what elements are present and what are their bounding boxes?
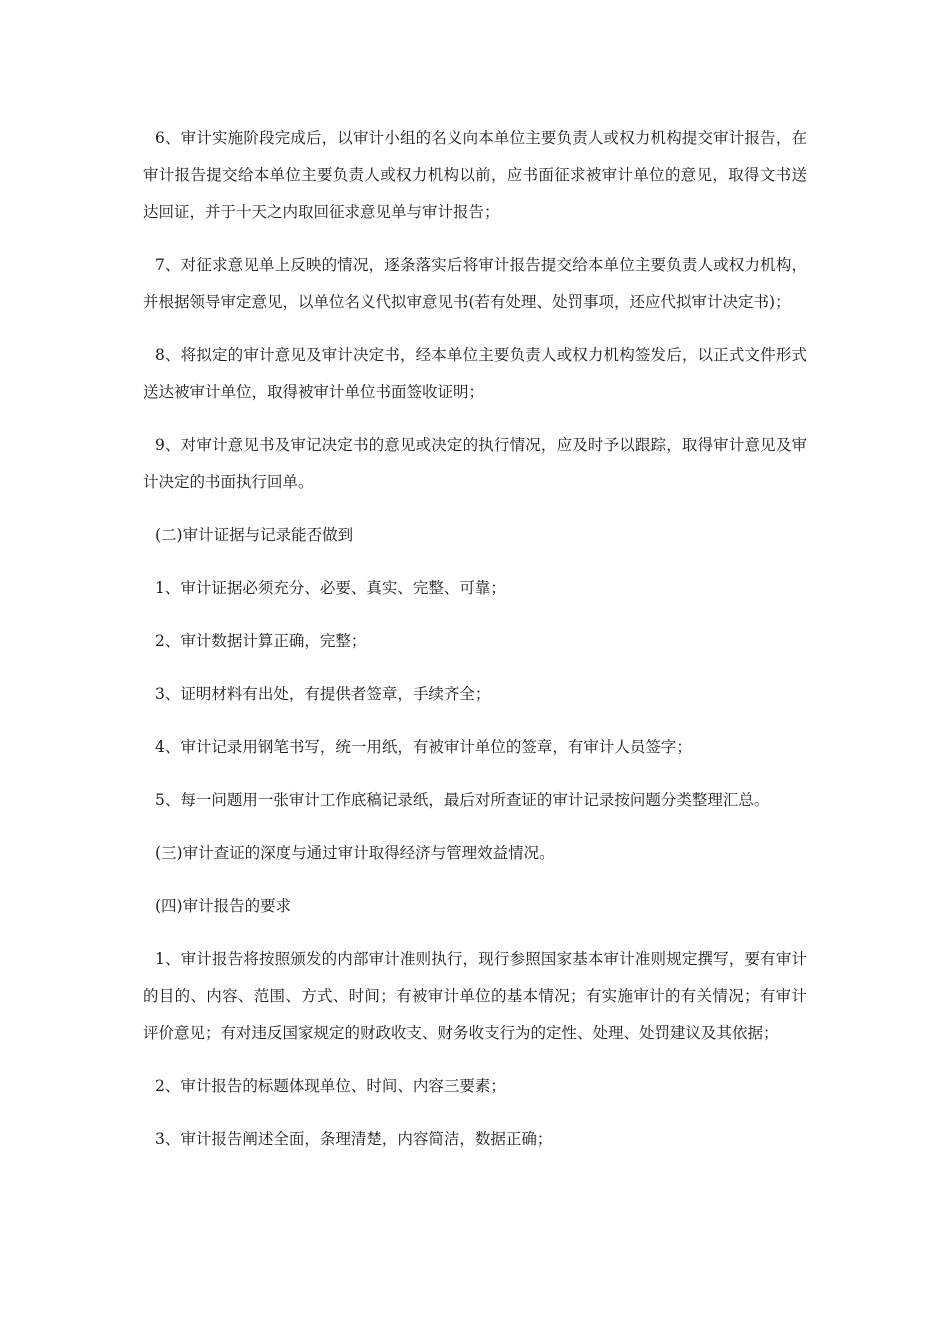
evidence-item-1: 1、审计证据必须充分、必要、真实、完整、可靠； <box>155 579 506 597</box>
evidence-item-2: 2、审计数据计算正确，完整； <box>155 632 367 650</box>
paragraph-item-8: 8、将拟定的审计意见及审计决定书，经本单位主要负责人或权力机构签发后，以正式文件形式送达被审计单位，取得被审计单位书面签收证明； <box>143 346 807 401</box>
report-item-1: 1、审计报告将按照颁发的内部审计准则执行，现行参照国家基本审计准则规定撰写，要有审计的目的、内容、范围、方式、时间；有被审计单位的基本情况；有实施审计的有关情况；有审计评价意见；有对违反国家规定的财政收支、财务收支行为的定性、处理、处罚建议及其依据； <box>143 950 807 1042</box>
evidence-item-5: 5、每一问题用一张审计工作底稿记录纸，最后对所查证的审计记录按问题分类整理汇总。 <box>155 791 770 809</box>
report-item-3: 3、审计报告阐述全面，条理清楚，内容简洁，数据正确； <box>155 1130 553 1148</box>
section-heading-report: (四)审计报告的要求 <box>155 897 292 915</box>
section-heading-evidence: (二)审计证据与记录能否做到 <box>155 526 354 544</box>
paragraph-item-6: 6、审计实施阶段完成后，以审计小组的名义向本单位主要负责人或权力机构提交审计报告，在审计报告提交给本单位主要负责人或权力机构以前，应书面征求被审计单位的意见，取得文书送达回证，并于十天之内取回征求意见单与审计报告； <box>143 129 807 221</box>
section-heading-depth: (三)审计查证的深度与通过审计取得经济与管理效益情况。 <box>155 844 555 862</box>
evidence-item-4: 4、审计记录用钢笔书写，统一用纸，有被审计单位的签章，有审计人员签字； <box>155 738 692 756</box>
paragraph-item-7: 7、对征求意见单上反映的情况，逐条落实后将审计报告提交给本单位主要负责人或权力机构，并根据领导审定意见，以单位名义代拟审意见书(若有处理、处罚事项，还应代拟审计决定书)； <box>143 256 807 311</box>
document-body <box>143 120 807 1174</box>
paragraph-item-9: 9、对审计意见书及审记决定书的意见或决定的执行情况，应及时予以跟踪，取得审计意见及审计决定的书面执行回单。 <box>143 436 807 491</box>
report-item-2: 2、审计报告的标题体现单位、时间、内容三要素； <box>155 1077 506 1095</box>
evidence-item-3: 3、证明材料有出处，有提供者签章，手续齐全； <box>155 685 491 703</box>
